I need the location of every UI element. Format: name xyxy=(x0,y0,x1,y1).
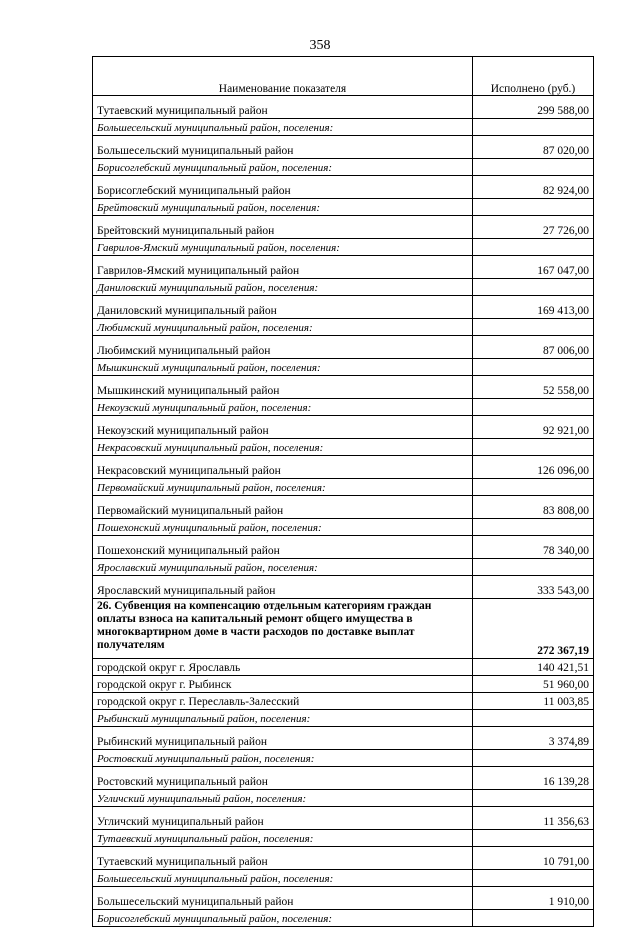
table-body xyxy=(93,96,594,927)
indicator-name-cell: Гаврилов-Ямский муниципальный район xyxy=(93,256,473,279)
section-row xyxy=(93,599,594,659)
indicator-name-cell: Даниловский муниципальный район xyxy=(93,296,473,319)
table-row xyxy=(93,296,594,319)
table-row xyxy=(93,676,594,693)
indicator-name-cell: Любимский муниципальный район xyxy=(93,336,473,359)
executed-value-cell xyxy=(473,910,594,927)
indicator-name-cell: Пошехонский муниципальный район xyxy=(93,536,473,559)
indicator-name-cell: Брейтовский муниципальный район, поселения: xyxy=(93,199,473,216)
group-row xyxy=(93,750,594,767)
executed-value-cell: 3 374,89 xyxy=(473,727,594,750)
indicator-name-cell: Рыбинский муниципальный район, поселения: xyxy=(93,710,473,727)
report-table xyxy=(92,56,594,927)
executed-value-cell xyxy=(473,439,594,456)
indicator-name-cell: Рыбинский муниципальный район xyxy=(93,727,473,750)
indicator-name-cell: Тутаевский муниципальный район xyxy=(93,847,473,870)
group-row xyxy=(93,399,594,416)
table-row xyxy=(93,176,594,199)
executed-value-cell xyxy=(473,519,594,536)
executed-value-cell xyxy=(473,870,594,887)
executed-value-cell xyxy=(473,830,594,847)
executed-value-cell xyxy=(473,479,594,496)
table-row xyxy=(93,336,594,359)
executed-value-cell: 169 413,00 xyxy=(473,296,594,319)
indicator-name-cell: Угличский муниципальный район xyxy=(93,807,473,830)
indicator-name-cell: Ярославский муниципальный район, поселения: xyxy=(93,559,473,576)
executed-value-cell: 82 924,00 xyxy=(473,176,594,199)
indicator-name-cell: Тутаевский муниципальный район, поселения: xyxy=(93,830,473,847)
executed-value-cell xyxy=(473,239,594,256)
table-row xyxy=(93,887,594,910)
indicator-name-cell: Большесельский муниципальный район xyxy=(93,887,473,910)
executed-value-cell xyxy=(473,199,594,216)
table-header-row xyxy=(93,57,594,96)
indicator-name-cell: Некоузский муниципальный район, поселения: xyxy=(93,399,473,416)
executed-value-cell: 87 020,00 xyxy=(473,136,594,159)
executed-value-cell: 51 960,00 xyxy=(473,676,594,693)
indicator-name-cell: Некоузский муниципальный район xyxy=(93,416,473,439)
indicator-name-cell: Любимский муниципальный район, поселения: xyxy=(93,319,473,336)
indicator-name-cell: Ростовский муниципальный район, поселения: xyxy=(93,750,473,767)
indicator-name-cell: городской округ г. Ярославль xyxy=(93,659,473,676)
executed-value-cell: 299 588,00 xyxy=(473,96,594,119)
table-row xyxy=(93,727,594,750)
indicator-name-cell: Борисоглебский муниципальный район, поселения: xyxy=(93,159,473,176)
table-row xyxy=(93,536,594,559)
column-header-executed: Исполнено (руб.) xyxy=(473,57,594,96)
indicator-name-cell: Даниловский муниципальный район, поселения: xyxy=(93,279,473,296)
executed-value-cell xyxy=(473,710,594,727)
indicator-name-cell: Гаврилов-Ямский муниципальный район, поселения: xyxy=(93,239,473,256)
executed-value-cell: 1 910,00 xyxy=(473,887,594,910)
group-row xyxy=(93,559,594,576)
indicator-name-cell: Ярославский муниципальный район xyxy=(93,576,473,599)
executed-value-cell xyxy=(473,159,594,176)
indicator-name-cell: Мышкинский муниципальный район, поселения: xyxy=(93,359,473,376)
table-row xyxy=(93,256,594,279)
executed-value-cell: 52 558,00 xyxy=(473,376,594,399)
group-row xyxy=(93,830,594,847)
table-row xyxy=(93,456,594,479)
indicator-name-cell: Борисоглебский муниципальный район xyxy=(93,176,473,199)
indicator-name-cell: Ростовский муниципальный район xyxy=(93,767,473,790)
indicator-name-cell: Мышкинский муниципальный район xyxy=(93,376,473,399)
indicator-name-cell: Угличский муниципальный район, поселения: xyxy=(93,790,473,807)
executed-value-cell xyxy=(473,119,594,136)
executed-value-cell: 92 921,00 xyxy=(473,416,594,439)
page-number: 358 xyxy=(309,38,331,53)
executed-value-cell: 10 791,00 xyxy=(473,847,594,870)
executed-value-cell: 126 096,00 xyxy=(473,456,594,479)
executed-value-cell: 83 808,00 xyxy=(473,496,594,519)
indicator-name-cell: 26. Субвенция на компенсацию отдельным категориям граждан оплаты взноса на капитальный ремонт общего имущества в многоквартирном доме в части расходов по доставке выплат получателям xyxy=(93,599,473,659)
group-row xyxy=(93,159,594,176)
group-row xyxy=(93,910,594,927)
indicator-name-cell: Первомайский муниципальный район xyxy=(93,496,473,519)
column-header-indicator: Наименование показателя xyxy=(93,57,473,96)
group-row xyxy=(93,319,594,336)
executed-value-cell xyxy=(473,319,594,336)
executed-value-cell xyxy=(473,399,594,416)
group-row xyxy=(93,710,594,727)
executed-value-cell: 87 006,00 xyxy=(473,336,594,359)
executed-value-cell xyxy=(473,790,594,807)
group-row xyxy=(93,439,594,456)
group-row xyxy=(93,790,594,807)
indicator-name-cell: Большесельский муниципальный район, поселения: xyxy=(93,119,473,136)
group-row xyxy=(93,870,594,887)
indicator-name-cell: Борисоглебский муниципальный район, поселения: xyxy=(93,910,473,927)
executed-value-cell xyxy=(473,279,594,296)
indicator-name-cell: Первомайский муниципальный район, поселения: xyxy=(93,479,473,496)
table-row xyxy=(93,376,594,399)
table-row xyxy=(93,807,594,830)
group-row xyxy=(93,199,594,216)
executed-value-cell: 16 139,28 xyxy=(473,767,594,790)
executed-value-cell: 272 367,19 xyxy=(473,599,594,659)
table-row xyxy=(93,216,594,239)
indicator-name-cell: городской округ г. Переславль-Залесский xyxy=(93,693,473,710)
executed-value-cell: 140 421,51 xyxy=(473,659,594,676)
indicator-name-cell: Тутаевский муниципальный район xyxy=(93,96,473,119)
executed-value-cell: 78 340,00 xyxy=(473,536,594,559)
table-row xyxy=(93,767,594,790)
indicator-name-cell: городской округ г. Рыбинск xyxy=(93,676,473,693)
table-row xyxy=(93,96,594,119)
indicator-name-cell: Большесельский муниципальный район, поселения: xyxy=(93,870,473,887)
executed-value-cell xyxy=(473,359,594,376)
group-row xyxy=(93,279,594,296)
table-row xyxy=(93,416,594,439)
group-row xyxy=(93,479,594,496)
indicator-name-cell: Большесельский муниципальный район xyxy=(93,136,473,159)
group-row xyxy=(93,239,594,256)
executed-value-cell: 27 726,00 xyxy=(473,216,594,239)
executed-value-cell xyxy=(473,750,594,767)
group-row xyxy=(93,359,594,376)
table-row xyxy=(93,576,594,599)
executed-value-cell: 11 356,63 xyxy=(473,807,594,830)
table-row xyxy=(93,659,594,676)
indicator-name-cell: Некрасовский муниципальный район xyxy=(93,456,473,479)
group-row xyxy=(93,519,594,536)
executed-value-cell: 167 047,00 xyxy=(473,256,594,279)
table-row xyxy=(93,693,594,710)
indicator-name-cell: Пошехонский муниципальный район, поселения: xyxy=(93,519,473,536)
executed-value-cell: 333 543,00 xyxy=(473,576,594,599)
executed-value-cell: 11 003,85 xyxy=(473,693,594,710)
table-row xyxy=(93,847,594,870)
indicator-name-cell: Брейтовский муниципальный район xyxy=(93,216,473,239)
group-row xyxy=(93,119,594,136)
indicator-name-cell: Некрасовский муниципальный район, поселения: xyxy=(93,439,473,456)
table-row xyxy=(93,496,594,519)
table-row xyxy=(93,136,594,159)
executed-value-cell xyxy=(473,559,594,576)
